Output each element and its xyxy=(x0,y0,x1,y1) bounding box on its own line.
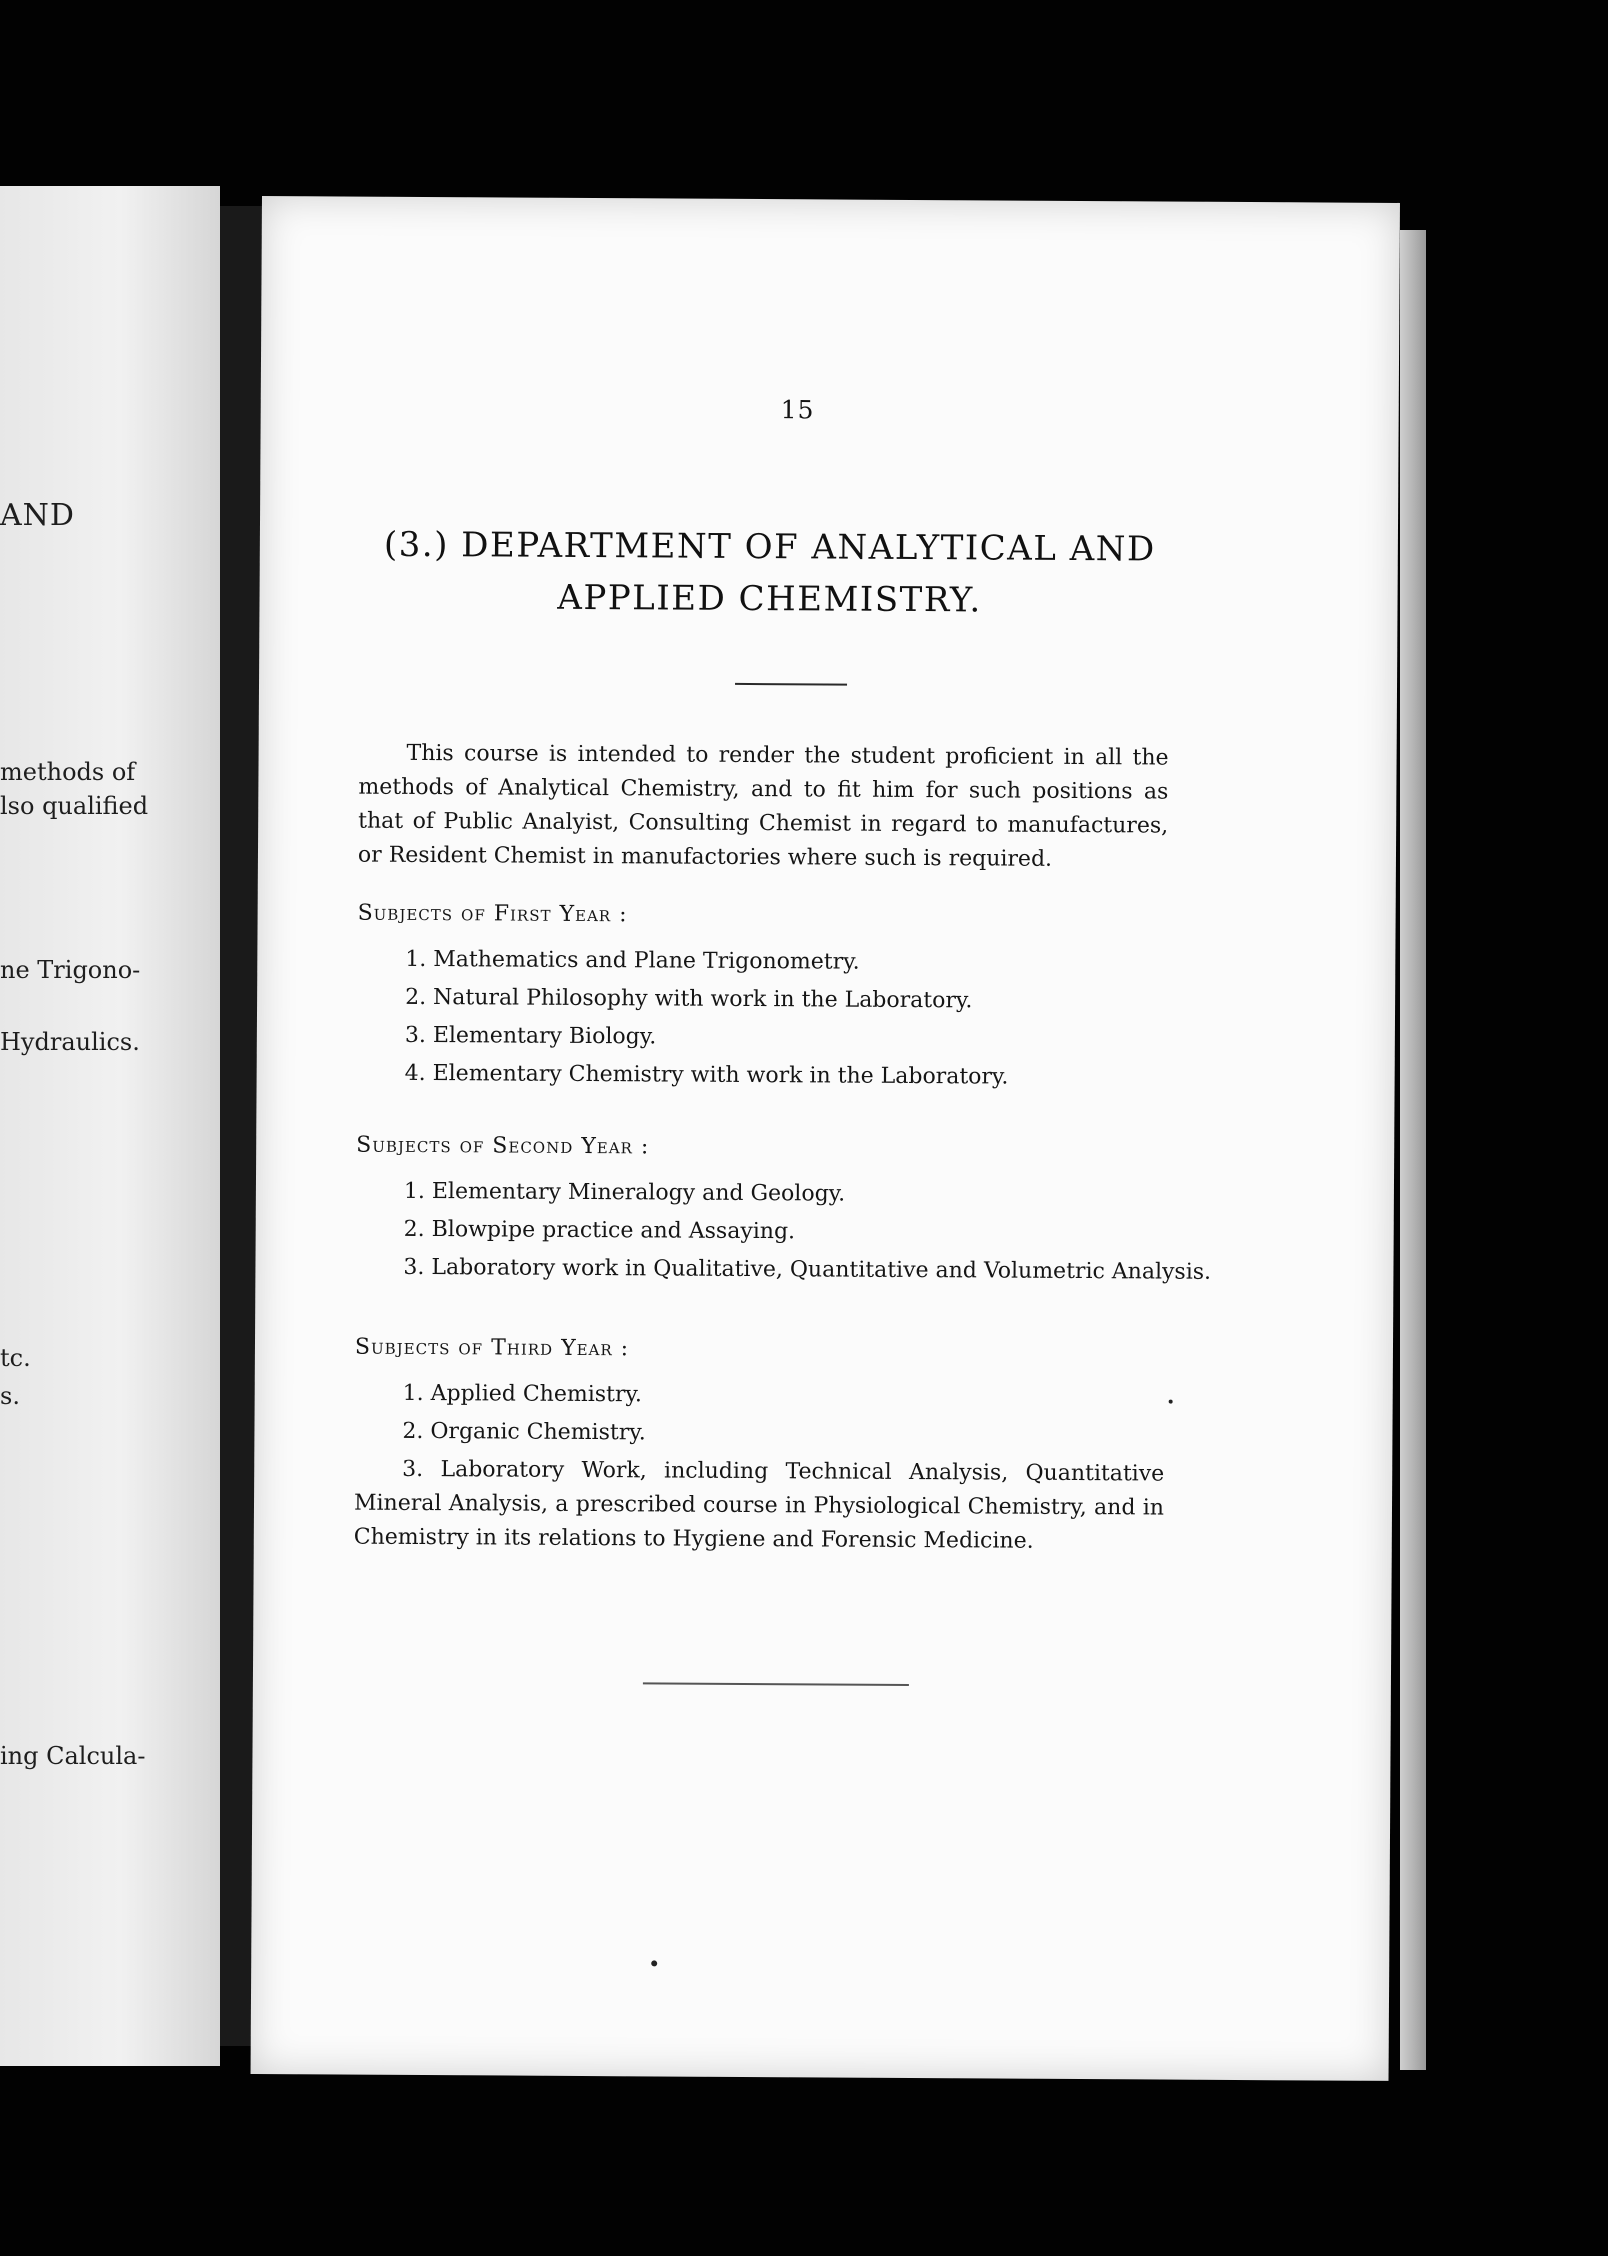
second-year-item: 2. Blowpipe practice and Assaying. xyxy=(403,1216,796,1245)
title-line: APPLIED CHEMISTRY. xyxy=(557,577,982,621)
document-page xyxy=(251,196,1400,2081)
page-edge xyxy=(1400,230,1426,2070)
left-page-line: methods of xyxy=(0,758,136,786)
third-year-item: 1. Applied Chemistry. xyxy=(402,1380,643,1408)
title-divider xyxy=(735,683,847,686)
ink-speck xyxy=(651,1960,657,1966)
third-year-item: 3. Laboratory Work, including Technical Analysis, Quantitative Mineral Analysis, a prescribed course in Physiological Chemistry, and in Chemistry in its relations to Hygiene and Forensic Medicine. xyxy=(353,1456,1165,1554)
ink-speck xyxy=(1169,1400,1173,1404)
second-year-heading: Subjects of Second Year : xyxy=(356,1132,650,1160)
first-year-heading: Subjects of First Year : xyxy=(357,900,628,928)
first-year-item: 2. Natural Philosophy with work in the Laboratory. xyxy=(405,984,973,1014)
left-page-line: Hydraulics. xyxy=(0,1028,140,1056)
first-year-item: 3. Elementary Biology. xyxy=(404,1022,657,1050)
first-year-item: 4. Elementary Chemistry with work in the Laboratory. xyxy=(404,1060,1009,1090)
title-line: (3.) DEPARTMENT OF ANALYTICAL AND xyxy=(383,524,1156,570)
left-page-line: ing Calcula- xyxy=(0,1742,146,1770)
page-number: 15 xyxy=(780,395,815,425)
first-year-item: 1. Mathematics and Plane Trigonometry. xyxy=(405,946,860,975)
second-year-item: 1. Elementary Mineralogy and Geology. xyxy=(403,1178,846,1207)
left-facing-page xyxy=(0,186,220,2066)
third-year-heading: Subjects of Third Year : xyxy=(354,1334,630,1362)
third-year-item: 2. Organic Chemistry. xyxy=(402,1418,646,1446)
intro-paragraph: This course is intended to render the student proficient in all the methods of Analytical Chemistry, and to fit him for such positions as that of Public Analyist, Consulting Chemist in regard to manufactures, or Resident Chemist in manufactories where such is required. xyxy=(357,740,1169,872)
left-page-line: ne Trigono- xyxy=(0,956,141,984)
end-divider xyxy=(643,1682,909,1686)
left-page-line: AND xyxy=(0,498,75,533)
left-page-line: s. xyxy=(0,1382,20,1410)
second-year-item: 3. Laboratory work in Qualitative, Quantitative and Volumetric Analysis. xyxy=(403,1254,1212,1285)
page-title xyxy=(369,519,1170,628)
left-page-line: tc. xyxy=(0,1344,31,1372)
left-page-line: lso qualified xyxy=(0,792,149,820)
